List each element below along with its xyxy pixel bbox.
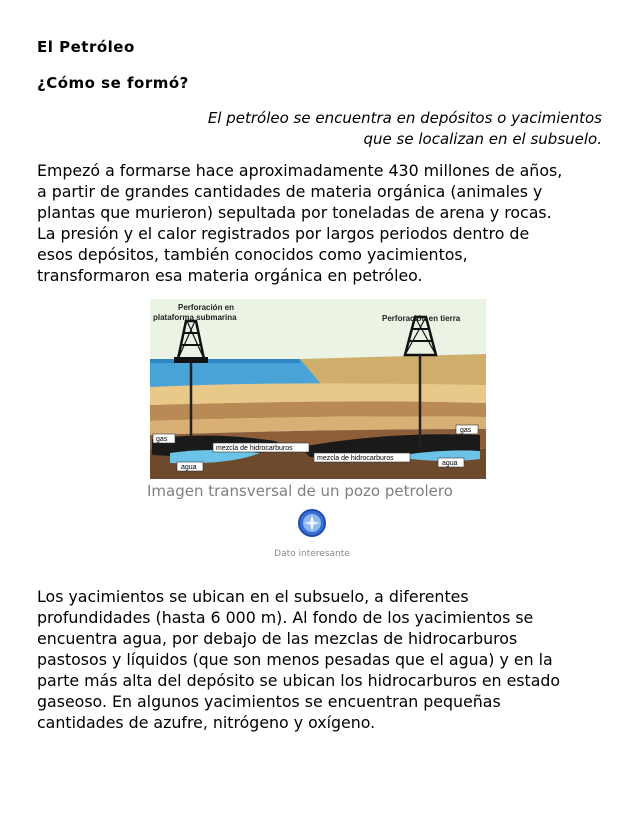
label-offshore-line1: Perforación en xyxy=(178,303,235,312)
text-line: pastosos y líquidos (que son menos pesadas que el agua) y en la xyxy=(37,650,553,669)
oil-well-cross-section-figure xyxy=(150,299,486,479)
document-title: El Petróleo xyxy=(37,38,135,56)
text-line: gaseoso. En algunos yacimientos se encuentran pequeñas xyxy=(37,692,501,711)
badge-label: Dato interesante xyxy=(274,549,350,559)
label-onshore: Perforación en tierra xyxy=(382,314,461,323)
text-line: plantas que murieron) sepultada por toneladas de arena y rocas. xyxy=(37,203,552,222)
sea-surface xyxy=(150,359,325,387)
paragraph-formation xyxy=(37,160,607,286)
text-line: Los yacimientos se ubican en el subsuelo, a diferentes xyxy=(37,587,469,606)
intro-quote xyxy=(150,108,602,150)
text-line: a partir de grandes cantidades de materia orgánica (animales y xyxy=(37,182,543,201)
quote-line: que se localizan en el subsuelo. xyxy=(363,130,602,148)
text-line: La presión y el calor registrados por largos periodos dentro de xyxy=(37,224,530,243)
figure-caption: Imagen transversal de un pozo petrolero xyxy=(147,482,453,500)
compass-icon xyxy=(297,508,327,538)
text-line: esos depósitos, también conocidos como yacimientos, xyxy=(37,245,468,264)
text-line: parte más alta del depósito se ubican los hidrocarburos en estado xyxy=(37,671,561,690)
paragraph-reservoirs xyxy=(37,586,607,733)
text-line: profundidades (hasta 6 000 m). Al fondo de los yacimientos se xyxy=(37,608,534,627)
text-line: cantidades de azufre, nitrógeno y oxígeno. xyxy=(37,713,376,732)
label-water-left: agua xyxy=(181,464,197,471)
quote-line: El petróleo se encuentra en depósitos o yacimientos xyxy=(207,109,602,127)
label-mix-left: mezcla de hidrocarburos xyxy=(216,445,293,452)
label-water-right: agua xyxy=(442,460,458,467)
text-line: encuentra agua, por debajo de las mezclas de hidrocarburos xyxy=(37,629,518,648)
label-gas-left: gas xyxy=(156,436,168,443)
text-line: transformaron esa materia orgánica en petróleo. xyxy=(37,266,423,285)
label-offshore-line2: plataforma submarina xyxy=(153,313,237,322)
text-line: Empezó a formarse hace aproximadamente 430 millones de años, xyxy=(37,161,563,180)
label-gas-right: gas xyxy=(460,427,472,434)
label-mix-right: mezcla de hidrocarburos xyxy=(317,455,394,462)
section-heading: ¿Cómo se formó? xyxy=(37,74,189,92)
